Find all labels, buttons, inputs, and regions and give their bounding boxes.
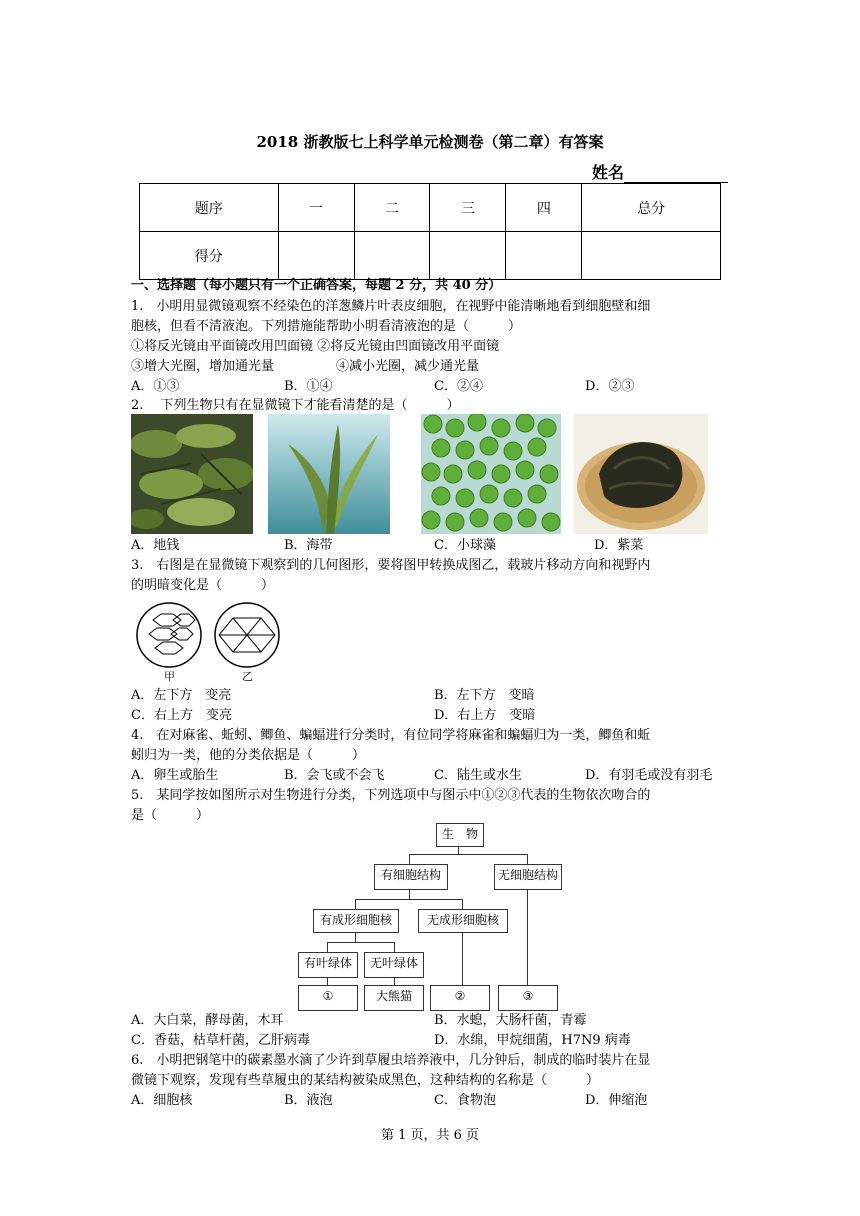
tree-leaf-2: ②: [430, 985, 490, 1011]
q2-option-c[interactable]: C．小球藻: [434, 538, 496, 553]
q3-stem-line1: 3. 右图是在显微镜下观察到的几何图形，要将图甲转换成图乙，载玻片移动方向和视野内: [131, 558, 651, 573]
table-cell: 得分: [140, 232, 279, 280]
table-cell: 二: [354, 184, 430, 232]
q4-option-b[interactable]: B．会飞或不会飞: [284, 768, 385, 783]
q2-option-d[interactable]: D．紫菜: [594, 538, 644, 553]
chlorella-photo: [421, 414, 561, 534]
q3-stem-line2: 的明暗变化是（ ）: [131, 578, 275, 593]
q1-stem-line4a: ③增大光圈，增加通光量: [131, 359, 275, 374]
q1-option-a[interactable]: A．①③: [131, 379, 180, 394]
q3-option-d[interactable]: D．右上方 变暗: [434, 708, 536, 723]
table-cell: 题序: [140, 184, 279, 232]
tree-leaf-1: ①: [298, 985, 358, 1011]
q1-stem-line1: 1. 小明用显微镜观察不经染色的洋葱鳞片叶表皮细胞，在视野中能清晰地看到细胞壁和细: [131, 299, 651, 314]
q5-option-a[interactable]: A．大白菜，酵母菌，木耳: [131, 1013, 284, 1028]
q5-stem-line2: 是（ ）: [131, 808, 210, 823]
tree-node-chloro: 有叶绿体: [298, 952, 358, 978]
microscope-view-diagram: [131, 600, 291, 686]
q1-stem-line2: 胞核，但看不清液泡。下列措施能帮助小明看清液泡的是（ ）: [131, 319, 522, 334]
q6-option-d[interactable]: D．伸缩泡: [585, 1093, 648, 1108]
q5-option-c[interactable]: C．香菇，枯草杆菌，乙肝病毒: [131, 1033, 310, 1048]
q1-option-b[interactable]: B．①④: [284, 379, 333, 394]
q5-option-d[interactable]: D．水绵，甲烷细菌，H7N9 病毒: [434, 1033, 631, 1048]
q4-option-c[interactable]: C．陆生或水生: [434, 768, 522, 783]
q6-option-a[interactable]: A．细胞核: [131, 1093, 193, 1108]
score-input-cell[interactable]: [430, 232, 506, 280]
q5-stem-line1: 5. 某同学按如图所示对生物进行分类，下列选项中与图示中①②③代表的生物依次吻合的: [131, 788, 651, 803]
q4-option-d[interactable]: D．有羽毛或没有羽毛: [585, 768, 713, 783]
q1-stem-line3: ①将反光镜由平面镜改用凹面镜 ②将反光镜由凹面镜改用平面镜: [131, 339, 500, 354]
q2-option-a[interactable]: A．地钱: [131, 538, 180, 553]
q3-option-c[interactable]: C．右上方 变亮: [131, 708, 232, 723]
diagram-label-yi: 乙: [242, 670, 253, 683]
name-field: [592, 160, 728, 183]
q4-option-a[interactable]: A．卵生或胎生: [131, 768, 219, 783]
score-input-cell[interactable]: [354, 232, 430, 280]
tree-node-nochloro: 无叶绿体: [364, 952, 424, 978]
section-heading: 一、选择题（每小题只有一个正确答案，每题 2 分，共 40 分）: [131, 278, 502, 293]
q5-option-b[interactable]: B．水螅，大肠杆菌，青霉: [434, 1013, 587, 1028]
q6-option-b[interactable]: B．液泡: [284, 1093, 333, 1108]
page-footer: 第 1 页，共 6 页: [380, 1128, 480, 1143]
score-input-cell[interactable]: [278, 232, 354, 280]
q4-stem-line2: 蚓归为一类，他的分类依据是（ ）: [131, 748, 366, 763]
table-row: [140, 184, 721, 232]
name-label: 姓名: [592, 163, 625, 182]
table-row: [140, 232, 721, 280]
tree-node-cell: 有细胞结构: [374, 864, 448, 890]
page-title: 2018 浙教版七上科学单元检测卷（第二章）有答案: [256, 133, 604, 151]
tree-node-nocell: 无细胞结构: [494, 864, 562, 890]
score-table: [139, 183, 721, 280]
q1-option-d[interactable]: D．②③: [585, 379, 635, 394]
score-input-cell[interactable]: [506, 232, 582, 280]
name-blank[interactable]: [624, 166, 728, 183]
table-cell: 三: [430, 184, 506, 232]
tree-leaf-panda: 大熊猫: [364, 985, 424, 1011]
q3-option-a[interactable]: A．左下方 变亮: [131, 688, 232, 703]
tree-node-nucleus: 有成形细胞核: [313, 909, 399, 933]
table-cell: 总分: [582, 184, 721, 232]
q6-stem-line2: 微镜下观察，发现有些草履虫的某结构被染成黑色，这种结构的名称是（ ）: [131, 1073, 600, 1088]
q2-stem: 2. 下列生物只有在显微镜下才能看清楚的是（ ）: [131, 398, 460, 413]
table-cell: 一: [278, 184, 354, 232]
q3-option-b[interactable]: B．左下方 变暗: [434, 688, 535, 703]
kelp-photo: [268, 414, 390, 534]
tree-leaf-3: ③: [498, 985, 558, 1011]
q4-stem-line1: 4. 在对麻雀、蚯蚓、鲫鱼、蝙蝠进行分类时，有位同学将麻雀和蝙蝠归为一类，鲫鱼和蚯: [131, 728, 651, 743]
table-cell: 四: [506, 184, 582, 232]
score-input-cell[interactable]: [582, 232, 721, 280]
q1-option-c[interactable]: C．②④: [434, 379, 483, 394]
q6-stem-line1: 6. 小明把钢笔中的碳素墨水滴了少许到草履虫培养液中，几分钟后，制成的临时装片在显: [131, 1053, 651, 1068]
q2-option-b[interactable]: B．海带: [284, 538, 333, 553]
q6-option-c[interactable]: C．食物泡: [434, 1093, 496, 1108]
tree-node-nonucleus: 无成形细胞核: [418, 909, 508, 933]
q1-stem-line4b: ④减小光圈，减少通光量: [336, 359, 480, 374]
tree-node-root: 生 物: [436, 823, 484, 847]
laver-photo: [574, 414, 708, 534]
liverwort-photo: [131, 414, 253, 534]
diagram-label-jia: 甲: [164, 670, 175, 683]
